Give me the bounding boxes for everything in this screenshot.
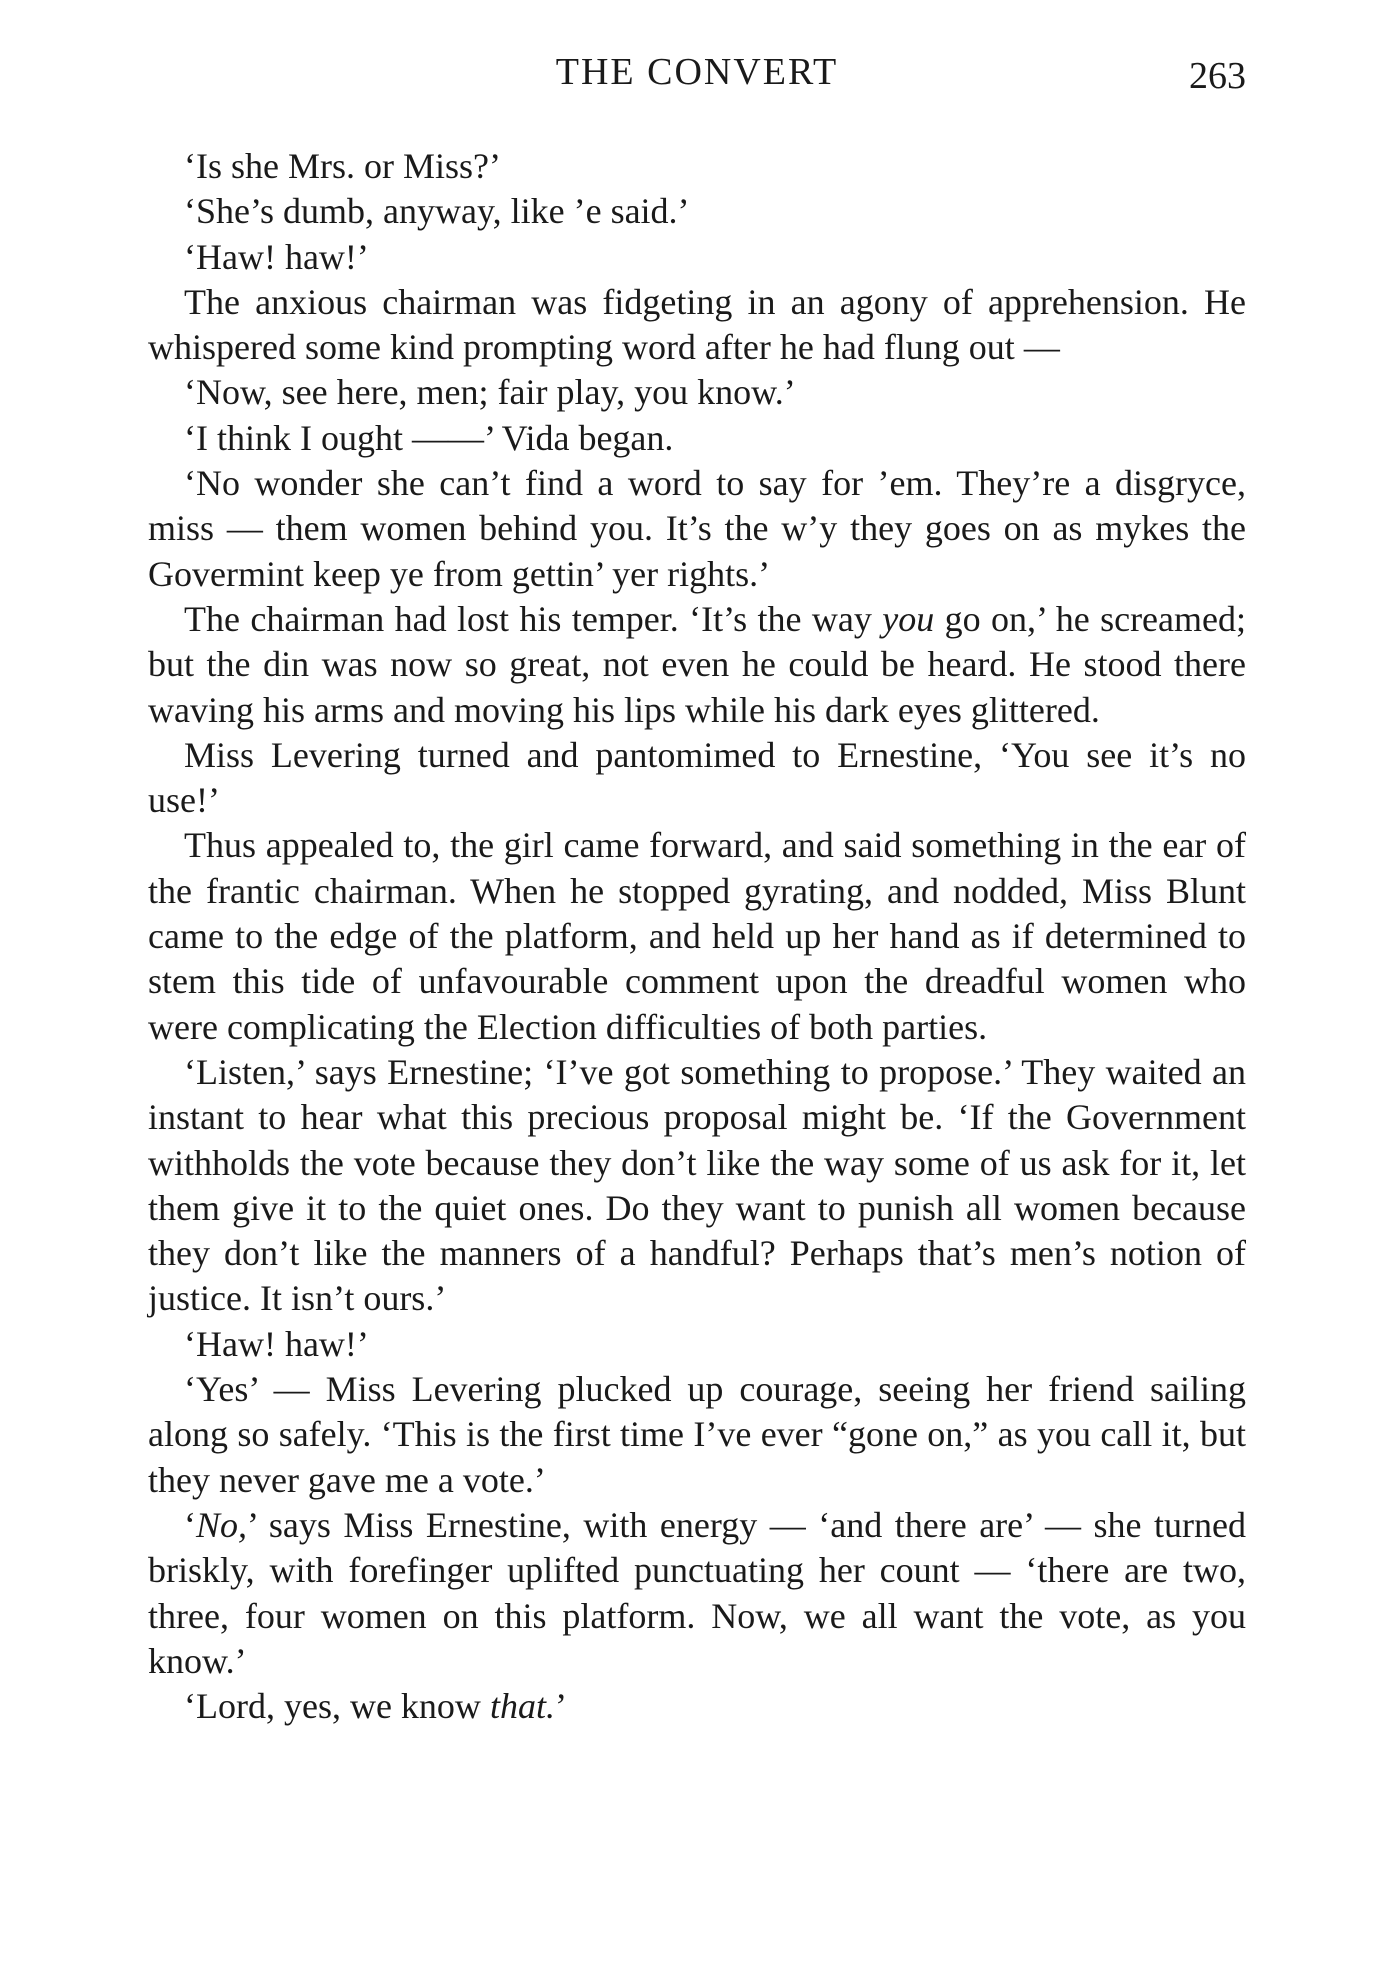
paragraph	[148, 1367, 1246, 1503]
paragraph	[148, 370, 1246, 415]
paragraph	[148, 144, 1246, 189]
paragraph	[148, 823, 1246, 1049]
paragraph	[148, 189, 1246, 234]
text-segment: The chairman had lost his temper. ‘It’s the way	[184, 598, 883, 639]
text-segment: ‘She’s dumb, anyway, like ’e said.’	[184, 191, 690, 232]
italic-text: No,	[196, 1504, 248, 1545]
paragraph	[148, 461, 1246, 597]
text-segment: ‘Lord, yes, we know	[184, 1686, 490, 1727]
running-title: THE CONVERT	[555, 51, 839, 93]
paragraph	[148, 1322, 1246, 1367]
text-segment: ‘	[184, 1504, 196, 1545]
paragraph	[148, 1503, 1246, 1684]
paragraph	[148, 235, 1246, 280]
text-segment: go on,’ he screamed; but the din was now so great, not even he could be heard. He stood there waving his arms and moving his lips while his dark eyes glittered.	[148, 598, 1246, 730]
text-segment: Miss Levering turned and pantomimed to Ernestine, ‘You see it’s no use!’	[148, 734, 1246, 821]
text-segment: Thus appealed to, the girl came forward, and said something in the ear of the frantic chairman. When he stopped gyrating, and nodded, Miss Blunt came to the edge of the platform, and held up her hand as if determined to stem this tide of unfavourable comment upon the dreadful women who were complicating the Election difficulties of both parties.	[148, 825, 1246, 1047]
paragraph	[148, 416, 1246, 461]
text-segment: ‘Haw! haw!’	[184, 1323, 369, 1364]
text-segment: ‘I think I ought ——’ Vida began.	[184, 417, 674, 458]
body-text	[148, 144, 1246, 1729]
text-segment: ‘No wonder she can’t find a word to say for ’em. They’re a disgryce, miss — them women behind you. It’s the w’y they goes on as mykes the Govermint keep ye from gettin’ yer rights.’	[148, 463, 1246, 594]
paragraph	[148, 597, 1246, 733]
text-segment: ‘Now, see here, men; fair play, you know.’	[184, 372, 796, 413]
text-segment: ‘Listen,’ says Ernestine; ‘I’ve got something to propose.’ They waited an instant to hear what this precious proposal might be. ‘If the Government withholds the vote because they don’t like the way some of us ask for it, let them give it to the quiet ones. Do they want to punish all women because they don’t like the manners of a handful? Perhaps that’s men’s notion of justice. It isn’t ours.’	[148, 1051, 1246, 1319]
italic-text: that.	[489, 1686, 555, 1727]
text-segment: ‘Yes’ — Miss Levering plucked up courage, seeing her friend sailing along so safely. ‘This is the first time I’ve ever “gone on,” as you call it, but they never gave me a vote.’	[148, 1369, 1246, 1500]
text-segment: ‘Is she Mrs. or Miss?’	[184, 146, 501, 186]
running-head	[148, 48, 1246, 98]
paragraph	[148, 280, 1246, 371]
text-segment: ’	[554, 1686, 567, 1727]
page-number: 263	[1189, 55, 1246, 97]
italic-text: you	[882, 598, 935, 639]
paragraph	[148, 733, 1246, 824]
text-segment: ‘Haw! haw!’	[184, 236, 369, 277]
paragraph	[148, 1050, 1246, 1322]
paragraph	[148, 1684, 1246, 1729]
text-segment: ’ says Miss Ernestine, with energy — ‘and there are’ — she turned briskly, with forefinger uplifted punctuating her count — ‘there are two, three, four women on this platform. Now, we all want the vote, as you know.’	[148, 1504, 1246, 1681]
text-segment: The anxious chairman was fidgeting in an agony of apprehension. He whispered some kind prompting word after he had flung out —	[148, 281, 1246, 368]
